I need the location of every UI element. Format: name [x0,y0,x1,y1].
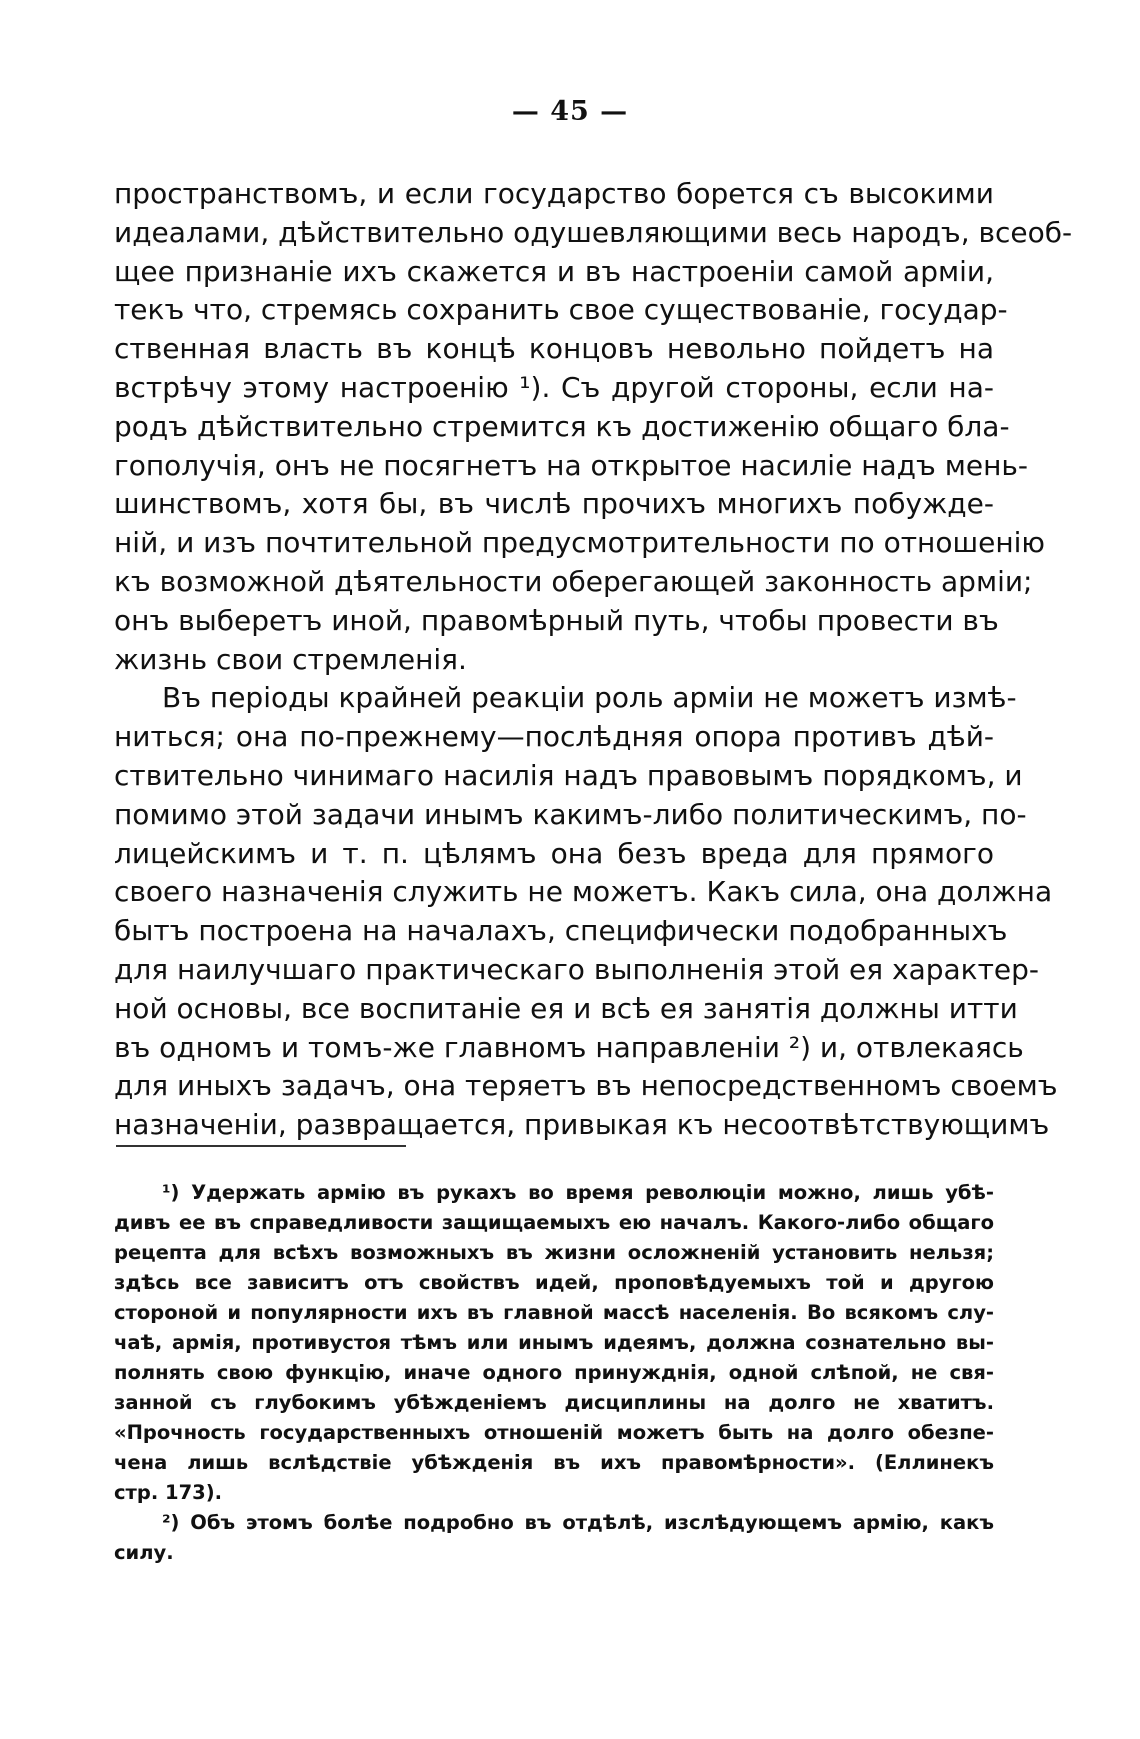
footnote-line: чена лишь вслѣдствіе убѣжденія въ ихъ правомѣрности». (Еллинекъ [114,1451,994,1474]
footnote-line: занной съ глубокимъ убѣжденіемъ дисциплины на долго не хватитъ. [114,1391,994,1414]
footnote-line: рецепта для всѣхъ возможныхъ въ жизни осложненій установить нельзя; [114,1241,994,1264]
footnotes [114,1178,994,1568]
text-line: гополучія, онъ не посягнетъ на открытое насиліе надъ мень- [114,448,1028,482]
footnote-line: дивъ ее въ справедливости защищаемыхъ ею началъ. Какого-либо общаго [114,1211,994,1234]
text-line: къ возможной дѣятельности оберегающей законность арміи; [114,564,1033,598]
paragraph-2 [114,679,1058,1145]
text-line: лицейскимъ и т. п. цѣлямъ она безъ вреда для прямого [114,836,994,870]
footnote-divider [116,1145,406,1147]
text-line: шинствомъ, хотя бы, въ числѣ прочихъ многихъ побужде- [114,487,994,521]
text-line: ниться; она по-прежнему—послѣдняя опора противъ дѣй- [114,720,994,754]
text-line: въ одномъ и томъ-же главномъ направленіи ²) и, отвлекаясь [114,1030,1024,1064]
footnote-line: здѣсь все зависитъ отъ свойствъ идей, проповѣдуемыхъ той и другою [114,1271,994,1294]
footnote-line: силу. [114,1541,174,1564]
text-line: ній, и изъ почтительной предусмотрительности по отношенію [114,526,1045,560]
text-line: текъ что, стремясь сохранить свое существованіе, государ- [114,293,1008,327]
footnote-line: чаѣ, армія, противустоя тѣмъ или инымъ идеямъ, должна сознательно вы- [114,1331,994,1354]
text-line: идеалами, дѣйствительно одушевляющими весь народъ, всеоб- [114,215,1073,249]
footnote-line: полнять свою функцію, иначе одного принужднія, одной слѣпой, не свя- [114,1361,994,1384]
page-number: — 45 — [511,96,629,127]
footnote-2 [114,1508,994,1568]
text-line: ствительно чинимаго насилія надъ правовымъ порядкомъ, и [114,758,1023,792]
text-line: для иныхъ задачъ, она теряетъ въ непосредственномъ своемъ [114,1069,1058,1103]
text-line: назначеніи, развращается, привыкая къ несоотвѣтствующимъ [114,1108,1050,1142]
text-line: помимо этой задачи инымъ какимъ-либо политическимъ, по- [114,797,1027,831]
footnote-line: ²) Объ этомъ болѣе подробно въ отдѣлѣ, изслѣдующемъ армію, какъ [162,1511,994,1534]
text-line: ственная власть въ концѣ концовъ невольно пойдетъ на [114,332,994,366]
text-line: жизнь свои стремленія. [114,642,467,676]
text-line: щее признаніе ихъ скажется и въ настроеніи самой арміи, [114,254,994,288]
footnote-line: стороной и популярности ихъ въ главной массѣ населенія. Во всякомъ слу- [114,1301,994,1324]
text-line: для наилучшаго практическаго выполненія этой ея характер- [114,952,1039,986]
text-line: родъ дѣйствительно стремится къ достиженію общаго бла- [114,409,1010,443]
text-line: онъ выберетъ иной, правомѣрный путь, чтобы провести въ [114,603,999,637]
footnote-line: «Прочность государственныхъ отношеній можетъ быть на долго обезпе- [114,1421,994,1444]
text-line: бытъ построена на началахъ, специфически подобранныхъ [114,914,1008,948]
main-text [114,175,1073,1145]
text-line: встрѣчу этому настроенію ¹). Съ другой стороны, если на- [114,370,994,404]
footnote-1 [114,1178,994,1508]
text-line: своего назначенія служить не можетъ. Какъ сила, она должна [114,875,1053,909]
paragraph-1 [114,175,1073,679]
text-line: Въ періоды крайней реакціи роль арміи не можетъ измѣ- [162,681,1017,715]
footnote-line: стр. 173). [114,1481,223,1504]
footnote-line: ¹) Удержать армію въ рукахъ во время революціи можно, лишь убѣ- [162,1181,994,1204]
text-line: ной основы, все воспитаніе ея и всѣ ея занятія должны итти [114,991,1018,1025]
text-line: пространствомъ, и если государство борется съ высокими [114,177,994,210]
